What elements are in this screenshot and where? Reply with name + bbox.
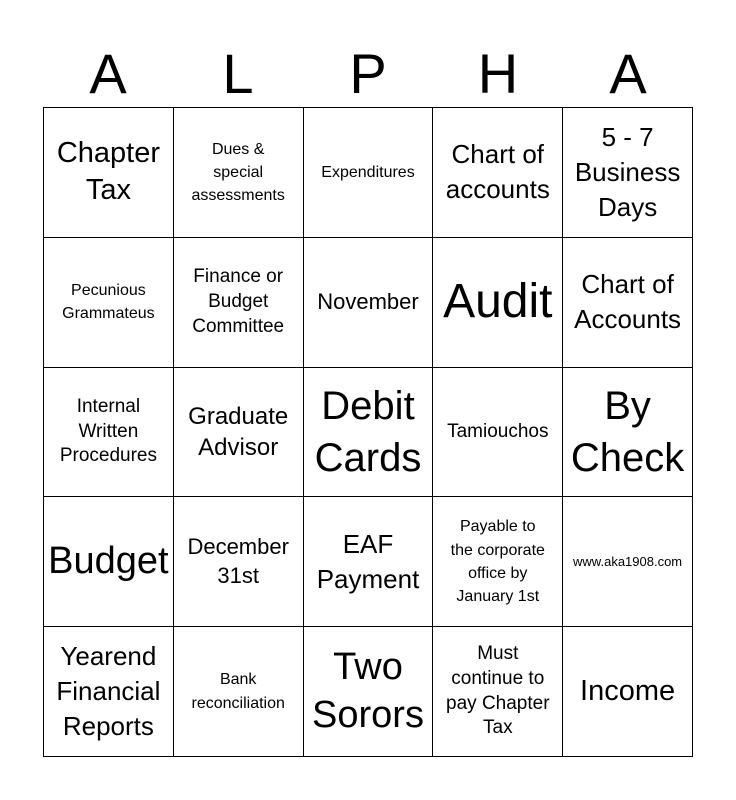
cell-text: Budget (48, 540, 169, 583)
bingo-cell-r0c0[interactable] (44, 108, 174, 238)
cell-text: Expenditures (321, 163, 415, 181)
bingo-cell-r0c3[interactable] (433, 108, 563, 238)
bingo-cell-r4c2[interactable] (304, 627, 434, 757)
bingo-cell-r1c0[interactable] (44, 238, 174, 368)
bingo-cell-r2c0[interactable] (44, 368, 174, 498)
bingo-cell-r3c0[interactable] (44, 497, 174, 627)
cell-text: Bank reconciliation (191, 671, 285, 712)
bingo-cell-r3c2[interactable] (304, 497, 434, 627)
bingo-cell-r1c2[interactable] (304, 238, 434, 368)
bingo-cell-r1c1[interactable] (174, 238, 304, 368)
bingo-cell-r1c3[interactable] (433, 238, 563, 368)
cell-text: Audit (443, 274, 553, 328)
cell-text: Must continue to pay Chapter Tax (446, 643, 550, 739)
header-letter-a2: A (609, 42, 647, 105)
cell-text: Yearend Financial Reports (56, 640, 161, 742)
bingo-cell-r2c4[interactable] (563, 368, 693, 498)
bingo-cell-r3c1[interactable] (174, 497, 304, 627)
header-letter-p: P (349, 42, 387, 105)
bingo-grid (43, 107, 693, 757)
cell-text: Debit Cards (314, 383, 422, 480)
cell-text: November (317, 288, 419, 314)
header-letter-a: A (89, 42, 127, 105)
bingo-cell-r2c1[interactable] (174, 368, 304, 498)
cell-text: Income (580, 674, 676, 707)
cell-text: Dues & special assessments (191, 140, 285, 204)
bingo-cell-r1c4[interactable] (563, 238, 693, 368)
cell-text: Tamiouchos (447, 420, 549, 442)
bingo-cell-r3c3[interactable] (433, 497, 563, 627)
cell-text: Finance or Budget Committee (192, 266, 285, 337)
bingo-cell-r4c0[interactable] (44, 627, 174, 757)
bingo-cell-r2c3[interactable] (433, 368, 563, 498)
bingo-cell-r0c1[interactable] (174, 108, 304, 238)
bingo-cell-r3c4[interactable] (563, 497, 693, 627)
bingo-cell-r2c2[interactable] (304, 368, 434, 498)
cell-text: Chart of Accounts (574, 269, 682, 335)
header-letter-l: L (222, 42, 254, 105)
cell-text: www.aka1908.com (573, 553, 683, 569)
cell-text: Two Sorors (312, 646, 424, 736)
cell-text: Payable to the corporate office by January 1st (450, 518, 545, 605)
bingo-cell-r0c2[interactable] (304, 108, 434, 238)
cell-text: Internal Written Procedures (59, 395, 157, 467)
cell-text: Pecunious Grammateus (62, 282, 155, 323)
bingo-cell-r4c1[interactable] (174, 627, 304, 757)
bingo-cell-r0c4[interactable] (563, 108, 693, 238)
cell-text: 5 - 7 Business Days (574, 121, 681, 222)
header-letter-h: H (477, 42, 519, 105)
bingo-header (43, 40, 693, 108)
cell-text: Graduate Advisor (188, 402, 289, 461)
cell-text: EAF Payment (316, 528, 420, 594)
cell-text: By Check (570, 383, 685, 480)
bingo-cell-r4c3[interactable] (433, 627, 563, 757)
cell-text: December 31st (187, 534, 289, 588)
cell-text: Chapter Tax (56, 136, 160, 207)
cell-text: Chart of accounts (445, 139, 550, 205)
bingo-cell-r4c4[interactable] (563, 627, 693, 757)
